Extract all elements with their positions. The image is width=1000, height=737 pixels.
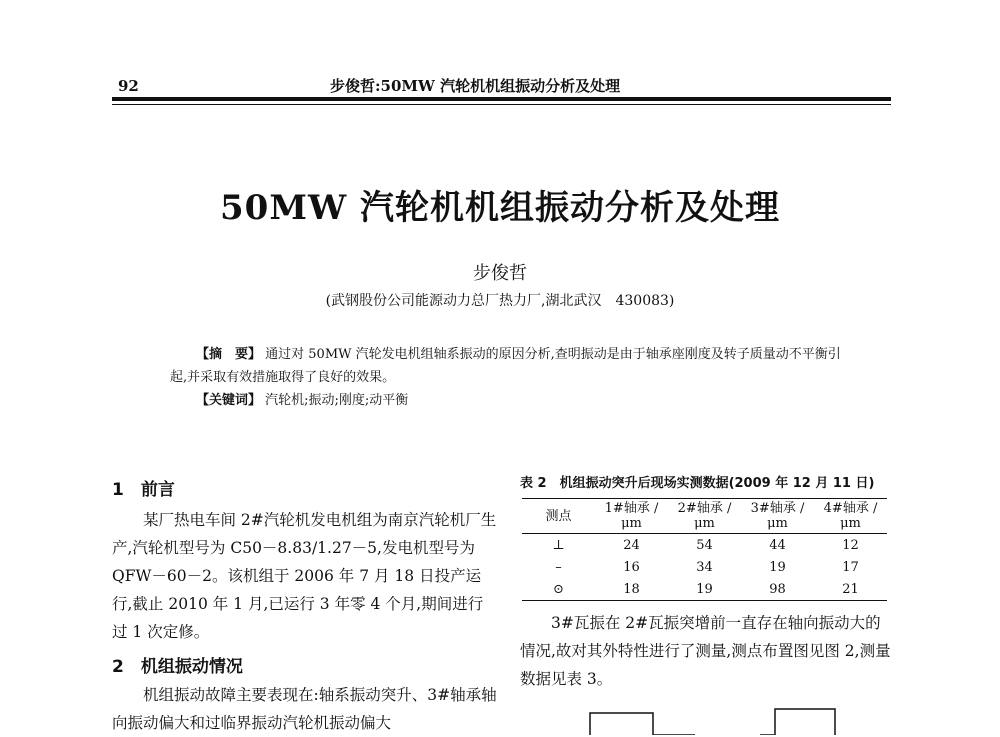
table-cell: 18 (623, 581, 640, 597)
table-row (522, 534, 887, 557)
table-header-cell: 2#轴承 /μm (677, 501, 732, 531)
table-cell: 12 (842, 537, 859, 553)
table-2-wrapper (522, 498, 887, 601)
abstract-text: 通过对 50MW 汽轮发电机组轴系振动的原因分析,查明振动是由于轴承座刚度及转子质量动不平衡引起,并采取有效措施取得了良好的效果。 (170, 347, 841, 385)
table-2 (522, 499, 887, 600)
figure-outline-left (590, 713, 653, 735)
table-row (522, 556, 887, 578)
section-2-body (112, 681, 497, 737)
page-number: 92 (118, 77, 139, 95)
section-1-heading: 1 前言 (112, 480, 175, 500)
affiliation: (武钢股份公司能源动力总厂热力厂,湖北武汉 430083) (325, 293, 675, 309)
table-header-cell: 测点 (545, 508, 572, 524)
header-rule-thin (112, 104, 891, 105)
table-cell: ⊙ (553, 581, 564, 597)
right-body (520, 609, 895, 693)
keywords-text: 汽轮机;振动;刚度;动平衡 (265, 393, 409, 408)
table-header-cell: 3#轴承 /μm (750, 501, 805, 531)
header-rule-thick (112, 97, 891, 101)
section-1-body (112, 506, 497, 646)
table-cell: 24 (623, 537, 640, 553)
table-cell: 34 (696, 559, 713, 575)
table-cell: 19 (769, 559, 786, 575)
keywords-label: 【关键词】 (196, 393, 262, 408)
table-row (522, 578, 887, 600)
table-header-cell: 4#轴承 /μm (823, 501, 878, 531)
table-cell: 17 (842, 559, 859, 575)
right-column (520, 472, 895, 693)
section-1-paragraph: 某厂热电车间 2#汽轮机发电机组为南京汽轮机厂生产,汽轮机型号为 C50－8.83/1.27－5,发电机型号为 QFW－60－2。该机组于 2006 年 7 月 18 日投产运行,截止 2010 年 1 月,已运行 3 年零 4 个月,期间进行过 1 次定修。 (112, 511, 497, 641)
abstract-block (170, 343, 850, 412)
table-cell: – (555, 559, 562, 575)
table-2-caption: 表 2 机组振动突升后现场实测数据(2009 年 12 月 11 日) (520, 476, 875, 491)
table-header-cell: 1#轴承 /μm (604, 501, 659, 531)
section-2-paragraph: 机组振动故障主要表现在:轴系振动突升、3#轴承轴向振动偏大和过临界振动汽轮机振动偏大 (112, 686, 497, 732)
author: 步俊哲 (473, 263, 527, 284)
right-paragraph: 3#瓦振在 2#瓦振突增前一直存在轴向振动大的情况,故对其外特性进行了测量,测点布置图见图 2,测量数据见表 3。 (520, 614, 891, 688)
article-title: 50MW 汽轮机机组振动分析及处理 (220, 188, 780, 228)
table-cell: ⊥ (552, 537, 565, 553)
running-head-title: 步俊哲:50MW 汽轮机机组振动分析及处理 (330, 77, 621, 95)
table-cell: 44 (769, 537, 786, 553)
abstract-label: 【摘 要】 (196, 347, 262, 362)
table-cell: 54 (696, 537, 713, 553)
table-cell: 98 (769, 581, 786, 597)
left-column (112, 475, 497, 737)
table-cell: 19 (696, 581, 713, 597)
figure-outline-right (760, 709, 835, 735)
table-cell: 16 (623, 559, 640, 575)
section-2-heading: 2 机组振动情况 (112, 657, 243, 677)
figure-2-partial (585, 705, 855, 735)
table-cell: 21 (842, 581, 859, 597)
table-header-row (522, 499, 887, 534)
